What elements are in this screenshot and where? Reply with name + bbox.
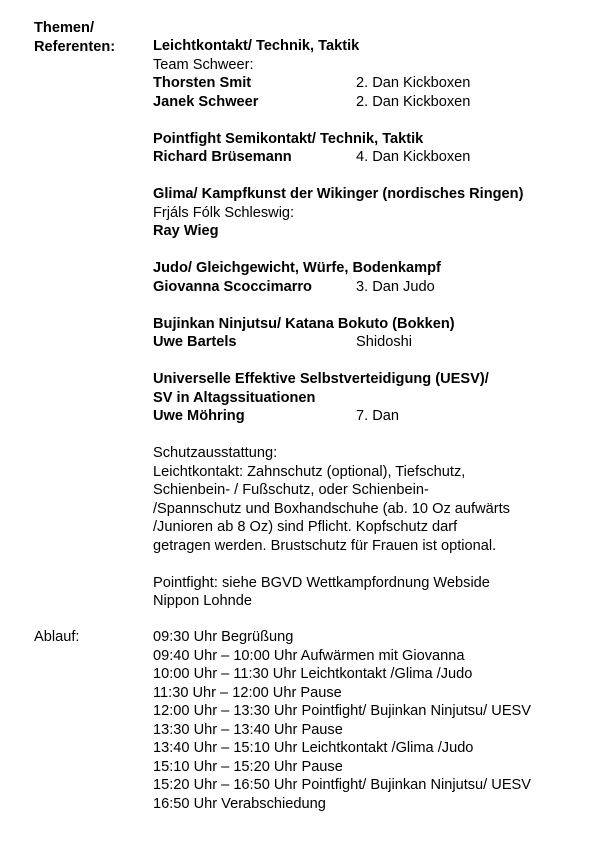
speaker-name: Richard Brüsemann	[153, 149, 292, 165]
schedule-item: 09:30 Uhr Begrüßung	[153, 629, 294, 645]
topic-block	[153, 130, 592, 167]
schedule-item: 10:00 Uhr – 11:30 Uhr Leichtkontakt /Glima /Judo	[153, 666, 473, 682]
speaker-name: Uwe Bartels	[153, 334, 237, 350]
speaker-name: Ray Wieg	[153, 223, 219, 239]
speaker-row	[153, 74, 592, 93]
speaker-row	[153, 93, 592, 112]
speaker-name: Thorsten Smit	[153, 75, 252, 91]
speaker-rank: Shidoshi	[356, 334, 412, 350]
protective-gear-heading: Schutzausstattung:	[153, 445, 278, 461]
ablauf-label: Ablauf:	[34, 629, 80, 645]
spacer	[153, 352, 592, 371]
topic-title: Judo/ Gleichgewicht, Würfe, Bodenkampf	[153, 260, 441, 276]
schedule-item: 09:40 Uhr – 10:00 Uhr Aufwärmen mit Giovanna	[153, 647, 465, 664]
spacer	[153, 555, 592, 574]
topic-title: Pointfight Semikontakt/ Technik, Taktik	[153, 130, 424, 147]
pointfight-note	[153, 574, 592, 611]
speaker-rank: 2. Dan Kickboxen	[356, 93, 471, 110]
themen-label-line-2: Referenten:	[34, 38, 116, 55]
topic-block	[153, 37, 592, 111]
protective-gear-line: /Junioren ab 8 Oz) sind Pflicht. Kopfschutz darf	[153, 519, 458, 535]
schedule-item: 12:00 Uhr – 13:30 Uhr Pointfight/ Bujinkan Ninjutsu/ UESV	[153, 703, 532, 719]
topic-block	[153, 370, 592, 426]
themen-label-line-1: Themen/	[34, 20, 95, 36]
speaker-rank: 7. Dan	[356, 408, 399, 424]
protective-gear-line: Schienbein- / Fußschutz, oder Schienbein-	[153, 482, 429, 498]
spacer	[153, 111, 592, 130]
team-name: Team Schweer:	[153, 56, 254, 73]
topic-title: Universelle Effektive Selbstverteidigung (UESV)/	[153, 371, 489, 387]
spacer	[153, 241, 592, 260]
schedule-item: 15:20 Uhr – 16:50 Uhr Pointfight/ Bujinkan Ninjutsu/ UESV	[153, 777, 532, 793]
topic-title: SV in Altagssituationen	[153, 389, 316, 406]
schedule-list	[153, 628, 592, 813]
schedule-item: 13:30 Uhr – 13:40 Uhr Pause	[153, 721, 343, 738]
topic-block	[153, 185, 592, 241]
schedule-item: 11:30 Uhr – 12:00 Uhr Pause	[153, 684, 342, 701]
topic-title: Bujinkan Ninjutsu/ Katana Bokuto (Bokken)	[153, 315, 455, 332]
topic-block	[153, 315, 592, 352]
topic-title: Glima/ Kampfkunst der Wikinger (nordisches Ringen)	[153, 186, 524, 202]
protective-gear-line: getragen werden. Brustschutz für Frauen ist optional.	[153, 537, 497, 554]
topics-section	[153, 37, 592, 611]
speaker-row	[153, 333, 592, 352]
speaker-row	[153, 222, 592, 241]
speaker-name: Uwe Möhring	[153, 408, 245, 424]
speaker-row	[153, 148, 592, 167]
schedule-item: 16:50 Uhr Verabschiedung	[153, 795, 326, 812]
topic-title: Leichtkontakt/ Technik, Taktik	[153, 38, 360, 54]
schedule-item: 15:10 Uhr – 15:20 Uhr Pause	[153, 758, 343, 775]
protective-gear-line: Leichtkontakt: Zahnschutz (optional), Tiefschutz,	[153, 463, 466, 480]
spacer	[153, 426, 592, 445]
speaker-rank: 3. Dan Judo	[356, 278, 435, 295]
schedule-item: 13:40 Uhr – 15:10 Uhr Leichtkontakt /Glima /Judo	[153, 740, 474, 756]
pointfight-note-line: Nippon Lohnde	[153, 593, 252, 609]
speaker-row	[153, 278, 592, 297]
spacer	[153, 167, 592, 186]
themen-label	[34, 19, 115, 56]
speaker-name: Giovanna Scoccimarro	[153, 278, 312, 295]
spacer	[153, 296, 592, 315]
speaker-rank: 2. Dan Kickboxen	[356, 75, 471, 91]
speaker-name: Janek Schweer	[153, 93, 259, 110]
protective-gear-note	[153, 444, 592, 555]
team-name: Frjáls Fólk Schleswig:	[153, 204, 295, 221]
speaker-row	[153, 407, 592, 426]
speaker-rank: 4. Dan Kickboxen	[356, 149, 471, 165]
pointfight-note-line: Pointfight: siehe BGVD Wettkampfordnung Webside	[153, 574, 490, 591]
protective-gear-line: /Spannschutz und Boxhandschuhe (ab. 10 Oz aufwärts	[153, 500, 510, 517]
topic-block	[153, 259, 592, 296]
